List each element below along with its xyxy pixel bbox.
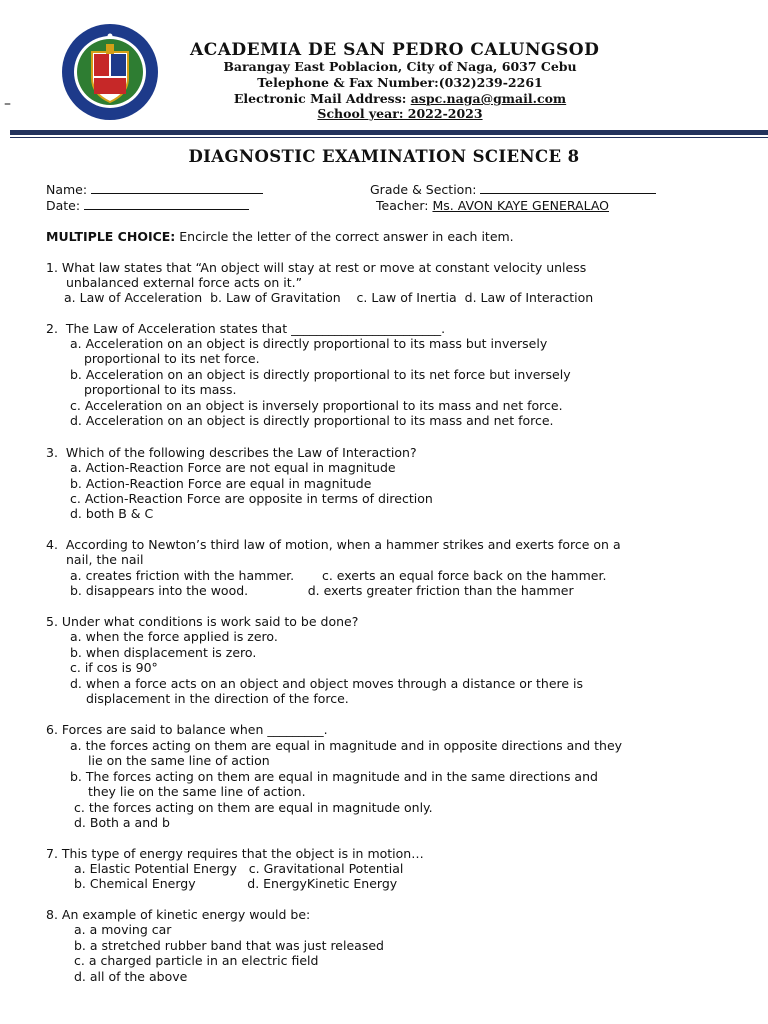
question-line[interactable]: d. when a force acts on an object and object moves through a distance or there is [70,676,584,691]
question-line[interactable]: c. Action-Reaction Force are opposite in terms of direction [70,491,433,506]
question-line: proportional to its net force. [84,351,260,366]
name-field [46,182,263,197]
school-telephone: Telephone & Fax Number:(032)239-2261 [257,75,543,90]
question-line: 5. Under what conditions is work said to be done? [46,614,359,629]
question-line: 4. According to Newton’s third law of motion, when a hammer strikes and exerts force on a [46,537,621,552]
school-year: School year: 2022-2023 [317,106,483,121]
question-line[interactable]: c. Acceleration on an object is inversely proportional to its mass and net force. [70,398,563,413]
question-line[interactable]: a. the forces acting on them are equal in magnitude and in opposite directions and they [70,738,623,753]
grade-label: Grade & Section: [370,182,477,197]
question-line: lie on the same line of action [88,753,270,768]
name-label: Name: [46,182,88,197]
question-line[interactable]: b. Chemical Energy d. EnergyKinetic Energy [74,876,398,891]
question-line[interactable]: d. all of the above [74,969,188,984]
question-line[interactable]: d. both B & C [70,506,154,521]
date-label: Date: [46,198,81,213]
date-field [46,198,249,213]
question-line: they lie on the same line of action. [88,784,306,799]
question-line: 7. This type of energy requires that the object is in motion… [46,846,424,861]
question-line[interactable]: a. Action-Reaction Force are not equal in magnitude [70,460,396,475]
email-label: Electronic Mail Address: [233,91,411,106]
question-line[interactable]: c. a charged particle in an electric field [74,953,319,968]
question-line[interactable]: c. if cos is 90° [70,660,158,675]
instructions [46,229,514,244]
school-address: Barangay East Poblacion, City of Naga, 6037 Cebu [223,59,577,74]
question-line: 6. Forces are said to balance when _________. [46,722,328,737]
question-line[interactable]: d. Acceleration on an object is directly proportional to its mass and net force. [70,413,554,428]
question-line[interactable]: a. Law of Acceleration b. Law of Gravitation c. Law of Inertia d. Law of Interaction [64,290,594,305]
question-line[interactable]: a. when the force applied is zero. [70,629,278,644]
question-line: 8. An example of kinetic energy would be: [46,907,311,922]
teacher-label: Teacher: [376,198,429,213]
question-line[interactable]: b. Acceleration on an object is directly proportional to its net force but inversely [70,367,571,382]
instructions-label: MULTIPLE CHOICE: [46,229,176,244]
school-seal-logo [60,22,160,122]
question-line[interactable]: b. a stretched rubber band that was just released [74,938,384,953]
teacher-field [376,198,609,213]
question-line[interactable]: b. when displacement is zero. [70,645,257,660]
teacher-name: Ms. AVON KAYE GENERALAO [432,198,610,213]
side-mark: – [4,96,11,112]
question-line: 1. What law states that “An object will stay at rest or move at constant velocity unless [46,260,587,275]
question-line: 3. Which of the following describes the Law of Interaction? [46,445,417,460]
question-line: unbalanced external force acts on it.” [66,275,303,290]
school-email-line [190,91,610,106]
question-line[interactable]: c. the forces acting on them are equal in magnitude only. [74,800,433,815]
question-line[interactable]: b. Action-Reaction Force are equal in magnitude [70,476,372,491]
name-blank[interactable] [91,182,263,194]
letterhead [0,0,768,140]
question-line[interactable]: a. a moving car [74,922,172,937]
question-line: 2. The Law of Acceleration states that ________________________. [46,321,446,336]
question-line: proportional to its mass. [84,382,237,397]
school-name: ACADEMIA DE SAN PEDRO CALUNGSOD [190,40,600,60]
question-line[interactable]: a. Acceleration on an object is directly proportional to its mass but inversely [70,336,548,351]
grade-section-field [370,182,656,197]
header-rule-thin [10,137,768,138]
grade-blank[interactable] [480,182,656,194]
question-line[interactable]: d. Both a and b [74,815,170,830]
date-blank[interactable] [84,198,249,210]
question-line: displacement in the direction of the force. [86,691,349,706]
question-line[interactable]: b. The forces acting on them are equal in magnitude and in the same directions and [70,769,598,784]
question-line[interactable]: a. creates friction with the hammer. c. exerts an equal force back on the hammer. [70,568,607,583]
header-rule-thick [10,130,768,135]
question-line: nail, the nail [66,552,144,567]
instructions-text: Encircle the letter of the correct answer in each item. [175,229,514,244]
exam-title: DIAGNOSTIC EXAMINATION SCIENCE 8 [188,147,580,166]
email-link[interactable]: aspc.naga@gmail.com [410,91,567,106]
question-line[interactable]: b. disappears into the wood. d. exerts greater friction than the hammer [70,583,574,598]
question-line[interactable]: a. Elastic Potential Energy c. Gravitational Potential [74,861,404,876]
